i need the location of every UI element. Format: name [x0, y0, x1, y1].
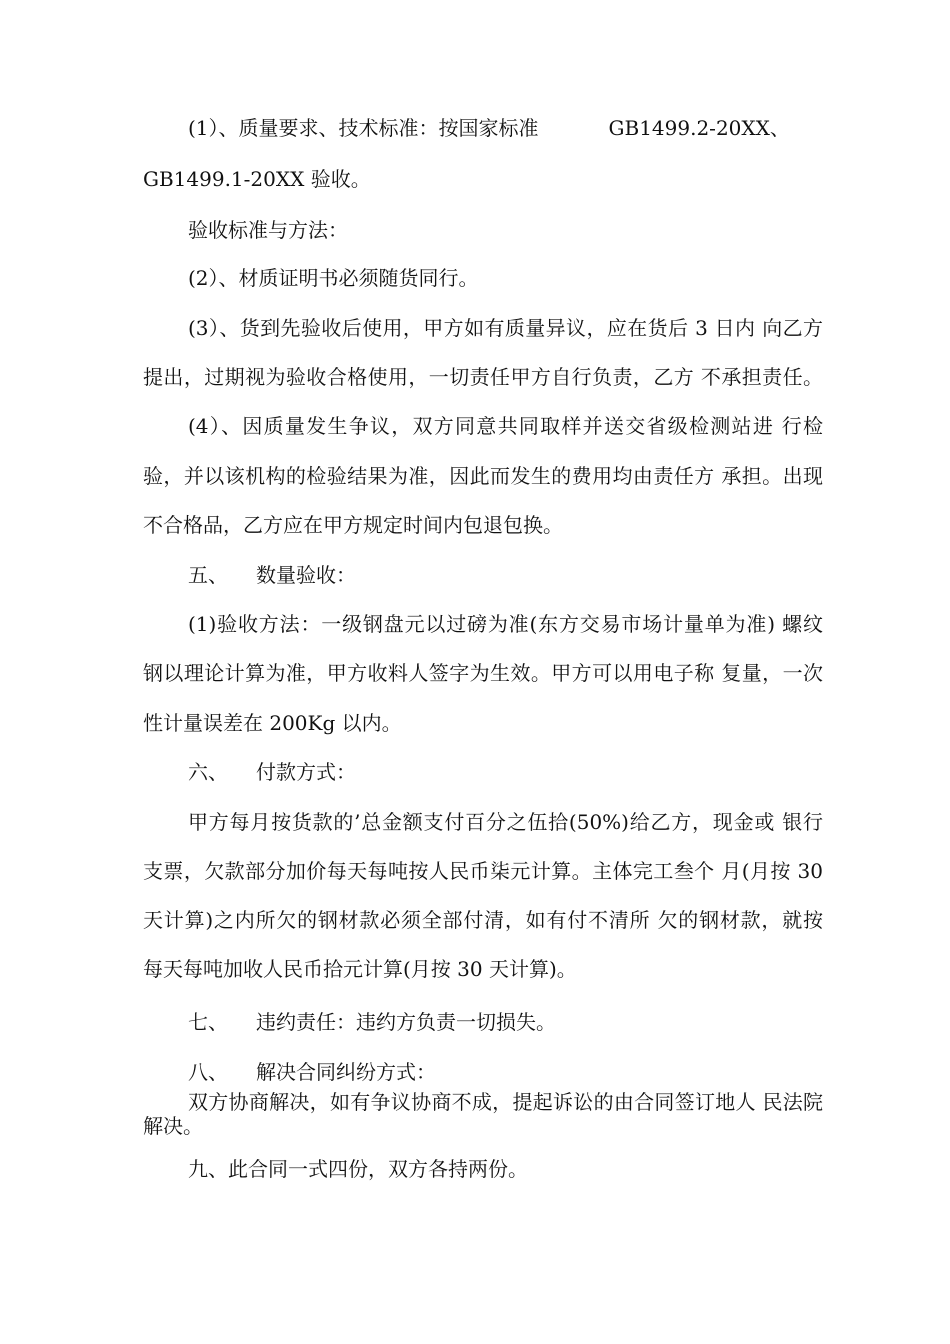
- section-7-heading: 七、 违约责任：违约方负责一切损失。: [188, 1010, 556, 1034]
- section-6-heading: 六、 付款方式：: [188, 760, 356, 784]
- section-6-line-4: 每天每吨加收人民币拾元计算(月按 30 天计算)。: [143, 957, 577, 981]
- item-4-line-1: (4）、因质量发生争议，双方同意共同取样并送交省级检测站进 行检: [188, 414, 823, 438]
- section-9-paragraph: 九、此合同一式四份，双方各持两份。: [188, 1157, 528, 1181]
- item-4-line-2: 验，并以该机构的检验结果为准，因此而发生的费用均由责任方 承担。出现: [143, 464, 823, 488]
- quality-requirement-line-1: (1）、质量要求、技术标准：按国家标准 GB1499.2-20XX、: [188, 116, 790, 140]
- section-8-line-1: 双方协商解决，如有争议协商不成，提起诉讼的由合同签订地人 民法院: [188, 1090, 823, 1114]
- quality-requirement-line-2: GB1499.1-20XX 验收。: [143, 167, 371, 191]
- section-6-line-3: 天计算)之内所欠的钢材款必须全部付清，如有付不清所 欠的钢材款，就按: [143, 908, 823, 932]
- item-2-paragraph: (2）、材质证明书必须随货同行。: [188, 266, 479, 290]
- section-8-heading: 八、 解决合同纠纷方式：: [188, 1060, 436, 1084]
- section-6-line-2: 支票，欠款部分加价每天每吨按人民币柒元计算。主体完工叁个 月(月按 30: [143, 859, 823, 883]
- item-3-line-1: (3）、货到先验收后使用，甲方如有质量异议，应在货后 3 日内 向乙方: [188, 316, 823, 340]
- section-8-line-2: 解决。: [143, 1114, 203, 1138]
- section-5-line-2: 钢以理论计算为准，甲方收料人签字为生效。甲方可以用电子称 复量，一次: [143, 661, 823, 685]
- acceptance-heading: 验收标准与方法：: [188, 218, 348, 242]
- item-4-line-3: 不合格品，乙方应在甲方规定时间内包退包换。: [143, 513, 563, 537]
- section-5-line-3: 性计量误差在 200Kg 以内。: [143, 711, 402, 735]
- section-5-line-1: (1)验收方法：一级钢盘元以过磅为准(东方交易市场计量单为准) 螺纹: [188, 612, 823, 636]
- section-5-heading: 五、 数量验收：: [188, 563, 356, 587]
- section-6-line-1: 甲方每月按货款的’总金额支付百分之伍拾(50%)给乙方，现金或 银行: [188, 810, 823, 834]
- item-3-line-2: 提出，过期视为验收合格使用，一切责任甲方自行负责，乙方 不承担责任。: [143, 365, 823, 389]
